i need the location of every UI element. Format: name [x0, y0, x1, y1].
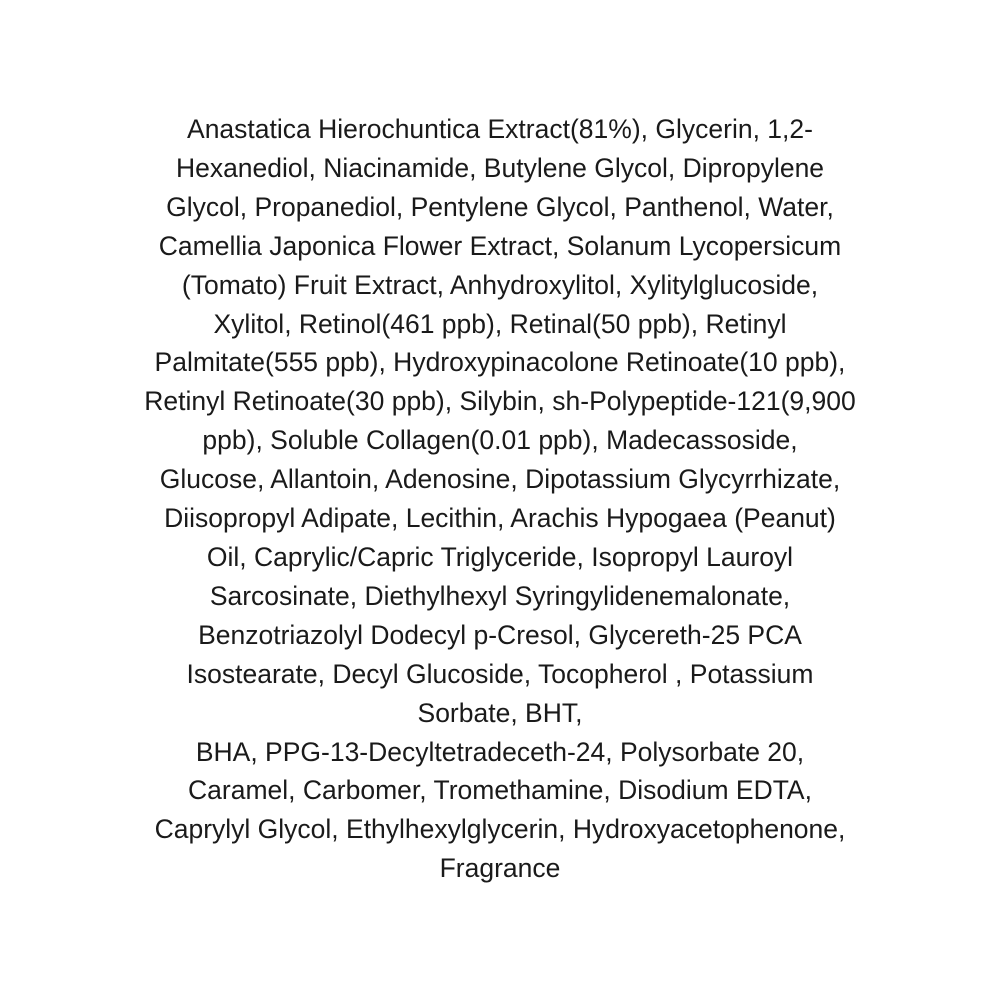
ingredients-list — [70, 110, 930, 888]
ingredient-line: Glucose, Allantoin, Adenosine, Dipotassium Glycyrrhizate, — [159, 464, 841, 495]
ingredient-line: Caprylyl Glycol, Ethylhexylglycerin, Hydroxyacetophenone, — [154, 814, 846, 845]
ingredient-line: Palmitate(555 ppb), Hydroxypinacolone Retinoate(10 ppb), — [154, 347, 846, 378]
ingredient-line: Oil, Caprylic/Capric Triglyceride, Isopropyl Lauroyl — [206, 541, 794, 572]
ingredient-line: Fragrance — [439, 853, 561, 884]
ingredient-line: Retinyl Retinoate(30 ppb), Silybin, sh-Polypeptide-121(9,900 — [144, 386, 856, 417]
ingredient-line: Caramel, Carbomer, Tromethamine, Disodium EDTA, — [188, 775, 812, 806]
ingredient-line: Xylitol, Retinol(461 ppb), Retinal(50 ppb), Retinyl — [213, 308, 787, 339]
ingredient-line: ppb), Soluble Collagen(0.01 ppb), Madecassoside, — [202, 425, 798, 456]
ingredient-line: Isostearate, Decyl Glucoside, Tocopherol , Potassium — [186, 658, 814, 689]
ingredient-line: Anastatica Hierochuntica Extract(81%), Glycerin, 1,2- — [187, 114, 813, 144]
ingredient-line: Camellia Japonica Flower Extract, Solanum Lycopersicum — [158, 230, 842, 261]
ingredient-line: BHA, PPG-13-Decyltetradeceth-24, Polysorbate 20, — [195, 736, 805, 767]
ingredient-line: (Tomato) Fruit Extract, Anhydroxylitol, Xylitylglucoside, — [181, 269, 819, 300]
ingredient-line: Hexanediol, Niacinamide, Butylene Glycol, Dipropylene — [175, 152, 825, 183]
ingredient-line: Sarcosinate, Diethylhexyl Syringylidenemalonate, — [209, 580, 791, 611]
ingredient-line: Glycol, Propanediol, Pentylene Glycol, Panthenol, Water, — [166, 191, 834, 222]
ingredient-line: Benzotriazolyl Dodecyl p-Cresol, Glycereth-25 PCA — [198, 619, 802, 650]
ingredient-line: Sorbate, BHT, — [417, 697, 583, 728]
ingredient-line: Diisopropyl Adipate, Lecithin, Arachis Hypogaea (Peanut) — [164, 503, 836, 534]
